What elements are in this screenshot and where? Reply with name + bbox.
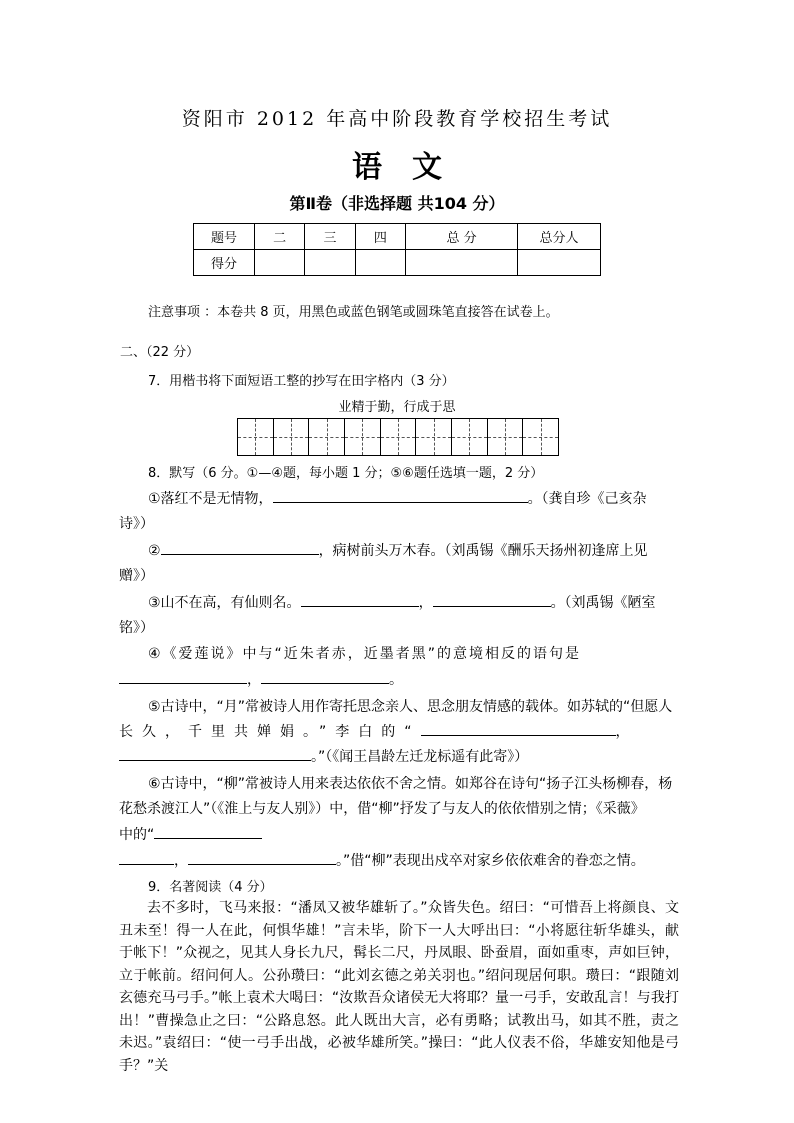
score-entry-cell[interactable] [518, 250, 601, 276]
item-3 [148, 592, 656, 612]
item-text: ①落红不是无情物， [148, 491, 273, 507]
item-2 [148, 540, 648, 560]
item-5-cont2 [119, 746, 528, 766]
grid-cell[interactable] [416, 419, 452, 455]
score-cell: 三 [305, 224, 355, 250]
item-text: ② [148, 543, 161, 559]
item-2-cont: 赠》） [119, 568, 154, 584]
grid-cell[interactable] [309, 419, 345, 455]
item-5: ⑤古诗中，“月”常被诗人用作寄托思念亲人、思念朋友情感的载体。如苏轼的“但愿人 [148, 699, 673, 715]
item-text: 中的“ [119, 827, 155, 843]
grid-cell[interactable] [381, 419, 417, 455]
answer-blank[interactable] [119, 850, 174, 865]
answer-blank[interactable] [421, 721, 616, 736]
answer-blank[interactable] [261, 669, 389, 684]
item-text: 。（刘禹锡《陋室 [550, 595, 656, 611]
item-5-cont [119, 721, 639, 741]
volume-title: 第Ⅱ卷（非选择题 共104 分） [289, 194, 505, 213]
score-entry-cell[interactable] [255, 250, 305, 276]
item-text: ， [418, 595, 433, 611]
item-1-cont: 诗》） [119, 516, 154, 532]
answer-blank[interactable] [154, 824, 262, 839]
item-text: 。”（《闻王昌龄左迁龙标遥有此寄》） [311, 749, 529, 765]
item-6-cont3 [119, 850, 645, 870]
score-cell: 二 [255, 224, 305, 250]
score-entry-cell[interactable] [305, 250, 355, 276]
item-text: 长久，千里共婵娟。”李白的“ [119, 724, 421, 740]
item-1 [148, 488, 647, 508]
grid-cell[interactable] [452, 419, 488, 455]
item-text: 。”借“柳”表现出戍卒对家乡依依难舍的眷恋之情。 [336, 853, 645, 869]
item-text: 。（龚自珍《己亥杂 [527, 491, 647, 507]
notice: 注意事项 ：本卷共 8 页，用黑色或蓝色钢笔或圆珠笔直接答在试卷上。 [148, 305, 559, 320]
answer-blank[interactable] [188, 850, 336, 865]
question-8: 8．默写（6 分。①—④题，每小题 1 分；⑤⑥题任选填一题，2 分） [148, 466, 544, 481]
score-cell: 总 分 [406, 224, 518, 250]
item-6-cont: 花愁杀渡江人”（《淮上与友人别》）中，借“柳”抒发了与友人的依依惜别之情；《采薇》 [119, 801, 645, 817]
item-text: ， [174, 853, 188, 869]
answer-blank[interactable] [273, 488, 528, 503]
reading-passage [119, 897, 679, 1077]
item-4-cont [119, 669, 403, 689]
subject-title: 语 文 [352, 150, 442, 185]
answer-blank[interactable] [301, 592, 419, 607]
item-3-cont: 铭》） [119, 620, 154, 636]
score-cell: 总分人 [518, 224, 601, 250]
score-table-header-row [194, 224, 601, 250]
score-cell: 得分 [194, 250, 255, 276]
item-text: ，病树前头万木春。（刘禹锡《酬乐天扬州初逢席上见 [318, 543, 648, 559]
answer-blank[interactable] [161, 540, 319, 555]
item-text: 。 [389, 672, 403, 688]
score-entry-cell[interactable] [355, 250, 405, 276]
score-table [193, 223, 601, 276]
score-cell: 四 [355, 224, 405, 250]
grid-cell[interactable] [523, 419, 558, 455]
answer-blank[interactable] [119, 746, 311, 761]
item-text: ， [247, 672, 261, 688]
answer-blank[interactable] [119, 669, 247, 684]
item-4: ④《爱莲说》中与“近朱者赤，近墨者黑”的意境相反的语句是 [148, 646, 582, 662]
score-table-score-row [194, 250, 601, 276]
exam-title: 资阳市 2012 年高中阶段教育学校招生考试 [181, 108, 613, 130]
score-cell: 题号 [194, 224, 255, 250]
copy-phrase: 业精于勤，行成于思 [338, 400, 456, 415]
answer-blank[interactable] [433, 592, 551, 607]
passage-text: 去不多时，飞马来报：“潘凤又被华雄斩了。”众皆失色。绍曰：“可惜吾上将颜良、文丑未至！得一人在此，何惧华雄！”言未毕，阶下一人大呼出曰：“小将愿往斩华雄头，献于帐下！”众视之，见其人身长九尺，髯长二尺，丹凤眼、卧蚕眉，面如重枣，声如巨钟，立于帐前。绍问何人。公孙瓒曰：“此刘玄德之弟关羽也。”绍问现居何职。瓒曰：“跟随刘玄德充马弓手。”帐上袁术大喝曰：“汝欺吾众诸侯无大将耶？量一弓手，安敢乱言！与我打出！”曹操急止之曰：“公路息怒。此人既出大言，必有勇略；试教出马，如其不胜，责之未迟。”袁绍曰：“使一弓手出战，必被华雄所笑。”操曰：“此人仪表不俗，华雄安知他是弓手？”关 [119, 900, 679, 1074]
score-entry-cell[interactable] [406, 250, 518, 276]
item-6-cont2 [119, 824, 262, 844]
grid-cell[interactable] [274, 419, 310, 455]
item-6: ⑥古诗中，“柳”常被诗人用来表达依依不舍之情。如郑谷在诗句“扬子江头杨柳春，杨 [148, 776, 673, 792]
question-9: 9．名著阅读（4 分） [148, 880, 273, 895]
question-7: 7．用楷书将下面短语工整的抄写在田字格内（3 分） [148, 374, 455, 389]
grid-cell[interactable] [488, 419, 524, 455]
grid-cell[interactable] [238, 419, 274, 455]
item-text: ③山不在高，有仙则名。 [148, 595, 301, 611]
item-text: ， [615, 724, 639, 740]
grid-cell[interactable] [345, 419, 381, 455]
tian-grid[interactable] [237, 418, 559, 456]
section-heading: 二、（22 分） [120, 345, 200, 360]
